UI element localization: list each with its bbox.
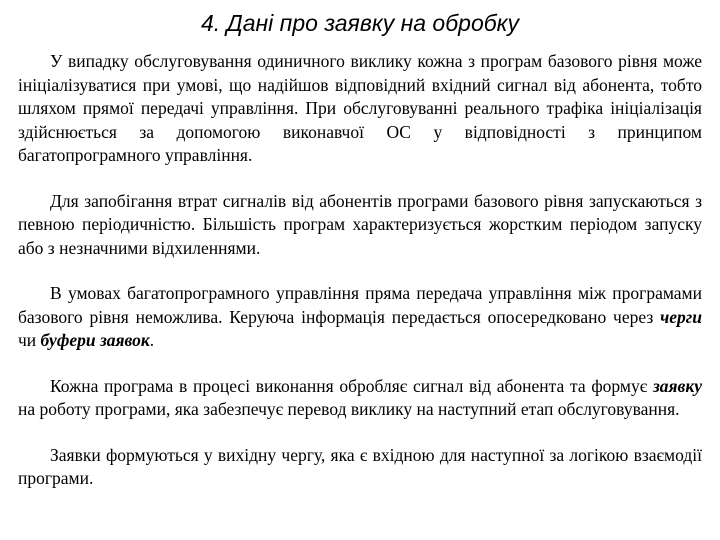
page-title: 4. Дані про заявку на обробку (200, 10, 520, 36)
paragraph-3-text-1: В умовах багатопрограмного управління пряма передача управління між програмами базового рівня неможлива. Керуюча інформація передається опосередковано через (18, 283, 702, 327)
paragraph-5: Заявки формуються у вихідну чергу, яка є вхідною для наступної за логікою взаємодії програми. (18, 444, 702, 488)
paragraph-3 (18, 282, 702, 353)
paragraph-4-text-2: на роботу програми, яка забезпечує перевод виклику на наступний етап обслуговування. (18, 399, 680, 419)
term-request-buffers: буфери заявок (40, 330, 150, 350)
paragraph-4 (18, 375, 702, 422)
paragraph-4-text-1: Кожна програма в процесі виконання обробляє сигнал від абонента та формує (50, 375, 653, 396)
paragraph-3-text-3: . (149, 330, 155, 350)
paragraph-3-text-2: чи (18, 330, 41, 350)
term-queues: черги (660, 306, 702, 327)
term-request: заявку (652, 375, 702, 396)
paragraph-1: У випадку обслуговування одиничного виклику кожна з програм базового рівня може ініціалізуватися при умові, що надійшов відповідний вхідний сигнал від абонента, тобто шляхом прямої передачі управління. При обслуговуванні реального трафіка ініціалізація здійснюється за допомогою виконавчої ОС у відповідності з принципом багатопрограмного управління. (18, 51, 702, 165)
document-body (18, 50, 702, 491)
paragraph-2: Для запобігання втрат сигналів від абонентів програми базового рівня запускаються з певною періодичністю. Більшість програм характеризується жорстким періодом запуску або з незначними відхиленнями. (18, 190, 702, 258)
